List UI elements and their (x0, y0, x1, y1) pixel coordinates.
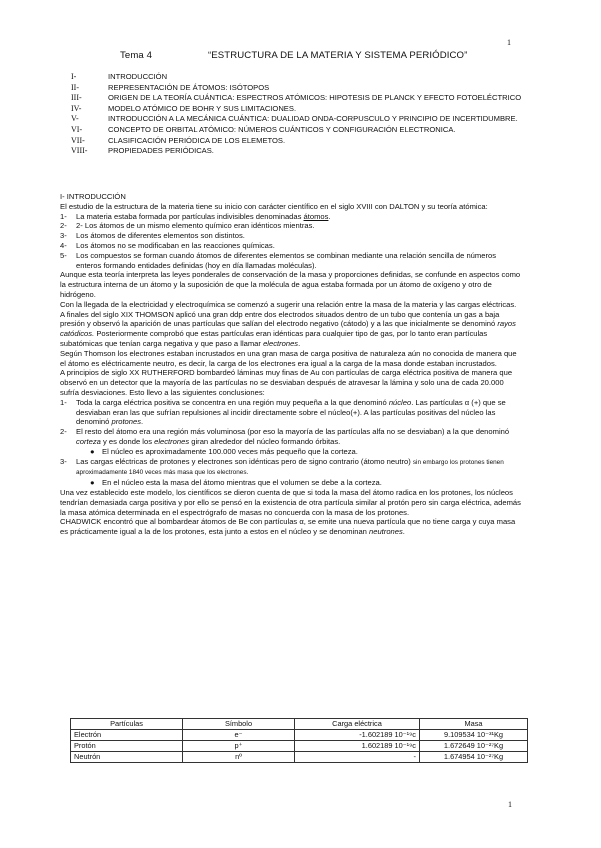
table-header: Partículas (71, 719, 183, 730)
bullet-icon: ● (90, 478, 95, 488)
table-header: Carga eléctrica (295, 719, 420, 730)
toc-item: VII- CLASIFICACIÓN PERIÓDICA DE LOS ELEMETOS. (71, 135, 286, 145)
table-header: Símbolo (183, 719, 295, 730)
topic-title: “ESTRUCTURA DE LA MATERIA Y SISTEMA PERIÓDICO” (208, 50, 468, 61)
paragraph: El estudio de la estructura de la materia tiene su inicio con carácter científico en el siglo XVIII con DALTON y su teoría atómica: (60, 201, 488, 211)
rutherford-list (60, 398, 522, 488)
table-row: Neutrón nº - 1.674954 10⁻²⁷Kg (71, 752, 528, 763)
list-item: 1- Toda la carga eléctrica positiva se concentra en una región muy pequeña a la que denominó núcleo. Las partículas α (+) que se desviaban eran las que sufrían repulsiones al incidir directamente sobre el núcleo(+). A las partículas positivas del núcleo las denominó protones. (60, 397, 506, 427)
list-item: 1- La materia estaba formada por partículas indivisibles denominadas átomos. (60, 211, 331, 221)
toc-item: IV- MODELO ATÓMICO DE BOHR Y SUS LIMITACIONES. (71, 103, 297, 113)
bullet-item: ● En el núcleo esta la masa del átomo mientras que el volumen se debe a la corteza. (90, 478, 382, 488)
paragraph: Según Thomson los electrones estaban incrustados en una gran masa de carga positiva de naturaleza aún no conocida de manera que el átomo es eléctricamente neutro, es decir, la carga de los electrones era igual a la carga de la masa donde estaban incrustados. (60, 348, 517, 368)
list-item: 2- 2- Los átomos de un mismo elemento químico eran idénticos mientras. (60, 221, 315, 231)
bullet-item: ● El núcleo es aproximadamente 100.000 veces más pequeño que la corteza. (90, 446, 358, 456)
particles-table (70, 718, 528, 763)
document-body (60, 192, 522, 537)
paragraph: Aunque esta teoría interpreta las leyes ponderales de conservación de la masa y proporciones definidas, se confunde en aspectos como la estructura interna de un átomo y la suposición de que la molécula de agua estaba formada por un átomo de oxígeno y otro de hidrógeno. (60, 270, 521, 299)
table-row: Electrón e⁻ -1.602189 10⁻¹⁹c 9.109534 10⁻³¹Kg (71, 730, 528, 741)
list-item: 2- El resto del átomo era una región más voluminosa (por eso la mayoría de las partículas alfa no se desviaban) a la que denominó corteza y es donde los electrones giran alrededor del núcleo formando órbitas. (60, 427, 510, 446)
list-item: 3- Las cargas eléctricas de protones y electrones son idénticas pero de signo contrario (átomo neutro) sin embargo los protones tienen aproximadamente 1840 veces más masa que los electrones. (60, 456, 504, 477)
paragraph: Con la llegada de la electricidad y electroquímica se comenzó a sugerir una relación entre la masa de la materia y las cargas eléctricas. A finales del siglo XIX THOMSON aplicó una gran ddp entre dos electrodos situados dentro de un tubo que contenía un gas a baja presión y observó la aparición de unas partículas que salían del electrodo negativo (cátodo) y a las que inicialmente se denominó rayos catódicos. Posteriormente comprobó que estas partículas eran idénticas para cualquier tipo de gas, por lo tanto eran partículas subatómicas que tenían carga negativa y que paso a llamar electrones. (60, 299, 517, 348)
toc-item: I- INTRODUCCIÓN (71, 72, 168, 81)
list-item: 4- Los átomos no se modificaban en las reacciones químicas. (60, 240, 275, 250)
table-row: Protón p⁺ 1.602189 10⁻¹⁹c 1.672649 10⁻²⁷Kg (71, 741, 528, 752)
section-heading: I- INTRODUCCIÓN (60, 192, 126, 201)
bullet-icon: ● (90, 446, 95, 456)
topic-number: Tema 4 (120, 50, 153, 61)
table-of-contents (71, 72, 531, 157)
document-title (120, 50, 467, 61)
paragraph: CHADWICK encontró que al bombardear átomos de Be con partículas α, se emite una nueva partícula que no tiene carga y cuya masa es prácticamente igual a la de los protones, esta junto a estos en el núcleo y se denominan neutrones. (60, 517, 516, 537)
table-header: Masa (420, 719, 528, 730)
toc-item: V- INTRODUCCIÓN A LA MECÁNICA CUÁNTICA: DUALIDAD ONDA-CORPUSCULO Y PRINCIPIO DE INCERTIDUMBRE. (71, 114, 518, 124)
toc-item: III- ORIGEN DE LA TEORÍA CUÁNTICA: ESPECTROS ATÓMICOS: HIPOTESIS DE PLANCK Y EFECTO FOTOELÉCTRICO (71, 93, 522, 103)
page-number-top: 1 (507, 38, 511, 47)
paragraph: Una vez establecido este modelo, los científicos se dieron cuenta de que si toda la masa del átomo radica en los protones, los núcleos tendrían demasiada carga positiva y por ello se pensó en la existencia de otra partícula similar al protón pero sin carga eléctrica, además la masa atómica determinada en el espectrógrafo de masas no concuerda con la masa de los protones. (60, 487, 521, 517)
term-atomos: átomos (303, 211, 329, 221)
page-number-bottom: 1 (508, 800, 512, 809)
toc-item: VIII- PROPIEDADES PERIÓDICAS. (71, 146, 214, 156)
list-item: 5- Los compuestos se forman cuando átomos de diferentes elementos se combinan mediante una relación sencilla de números enteros formando entidades definidas (hoy en día llamadas moléculas). (60, 250, 497, 270)
toc-item: VI- CONCEPTO DE ORBITAL ATÓMICO: NÚMEROS CUÁNTICOS Y CONFIGURACIÓN ELECTRONICA. (71, 124, 456, 134)
paragraph: A principios de siglo XX RUTHERFORD bombardeó láminas muy finas de Au con partículas de carga eléctrica positiva de manera que observó en un detector que la mayoría de las partículas no se desviaban después de atravesar la lámina y solo una de cada 20.000 sufría desviaciones. Esto llevo a las siguientes conclusiones: (60, 368, 513, 397)
toc-item: II- REPRESENTACIÓN DE ÁTOMOS: ISÓTOPOS (71, 82, 270, 92)
list-item: 3- Los átomos de diferentes elementos son distintos. (60, 231, 245, 241)
dalton-list (60, 212, 522, 271)
table-header-row (71, 719, 528, 730)
